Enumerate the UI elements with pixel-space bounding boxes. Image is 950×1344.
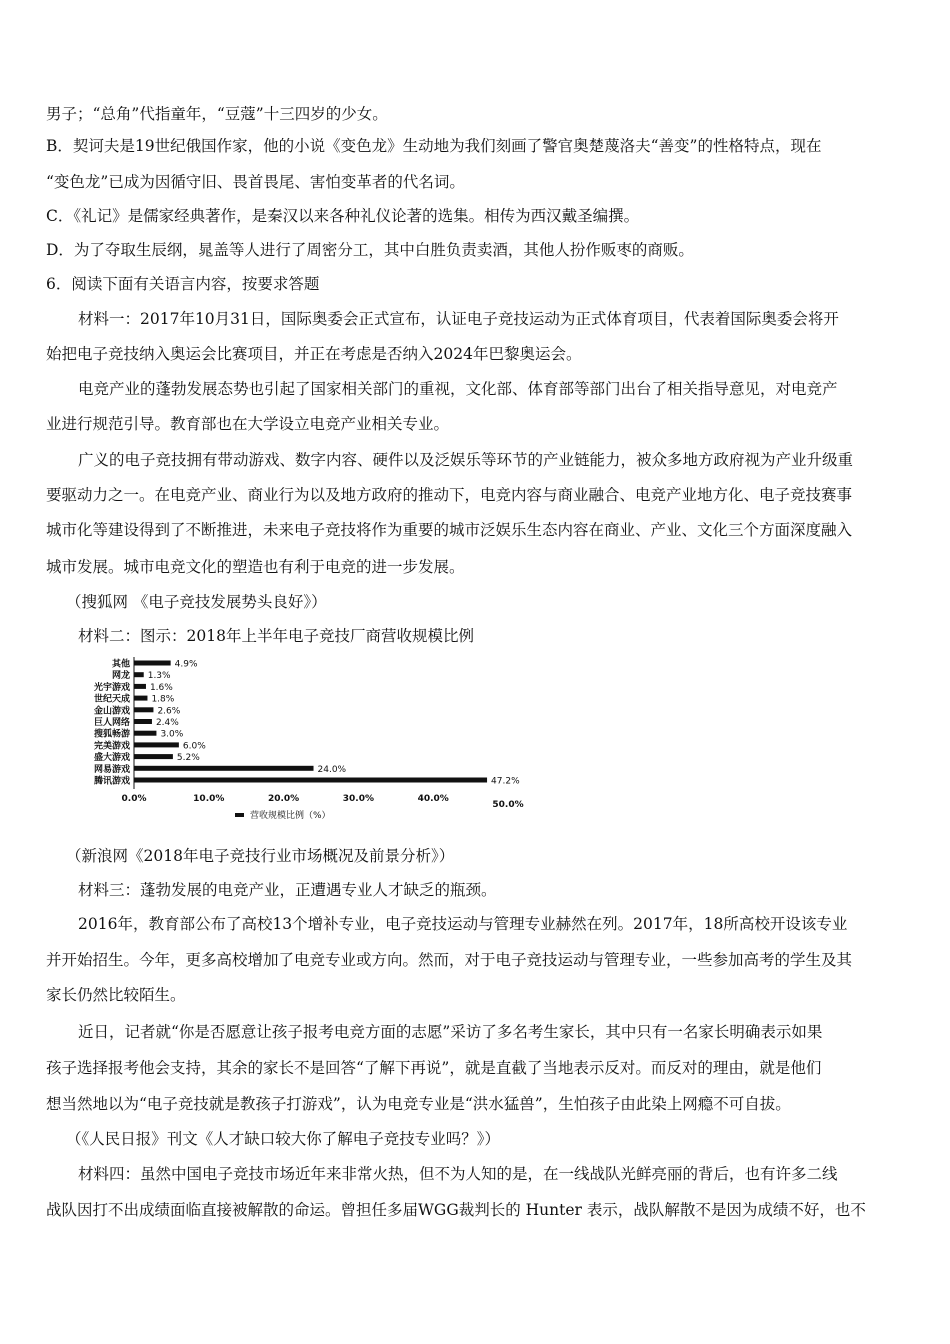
- text-line: 电竞产业的蓬勃发展态势也引起了国家相关部门的重视，文化部、体育部等部门出台了相关指导意见，对电竞产: [78, 380, 838, 398]
- category-label: 网易游戏: [93, 764, 130, 775]
- source-citation: （《人民日报》刊文《人才缺口较大你了解电子竞技专业吗？》）: [66, 1130, 501, 1148]
- text-line: “变色龙”已成为因循守旧、畏首畏尾、害怕变革者的代名词。: [46, 173, 465, 191]
- text-line: 2016年，教育部公布了高校13个增补专业，电子竞技运动与管理专业赫然在列。2017年，18所高校开设该专业: [78, 915, 848, 933]
- text-line: 城市化等建设得到了不断推进，未来电子竞技将作为重要的城市泛娱乐生态内容在商业、产业、文化三个方面深度融入: [46, 521, 853, 539]
- text-line: 孩子选择报考他会支持，其余的家长不是回答“了解下再说”，就是直截了当地表示反对。而反对的理由，就是他们: [46, 1059, 822, 1077]
- revenue-bar-chart: [60, 655, 540, 835]
- category-label: 世纪天成: [93, 694, 130, 705]
- value-label: 1.8%: [151, 694, 175, 705]
- x-tick-label: 20.0%: [267, 794, 300, 804]
- category-label: 巨人网络: [93, 718, 130, 728]
- text-line: 男子；“总角”代指童年，“豆蔻”十三四岁的少女。: [46, 105, 388, 123]
- text-line: 战队因打不出成绩面临直接被解散的命运。曾担任多届WGG裁判长的 Hunter 表示，战队解散不是因为成绩不好，也不: [46, 1201, 866, 1219]
- value-label: 1.6%: [149, 682, 173, 693]
- bar: [134, 778, 487, 783]
- value-label: 47.2%: [491, 776, 520, 787]
- source-citation: （新浪网《2018年电子竞技行业市场概况及前景分析》）: [66, 847, 455, 865]
- x-tick-label: 10.0%: [193, 794, 225, 804]
- text-line: 广义的电子竞技拥有带动游戏、数字内容、硬件以及泛娱乐等环节的产业链能力，被众多地方政府视为产业升级重: [78, 451, 854, 469]
- value-label: 5.2%: [176, 753, 200, 764]
- category-label: 其他: [111, 659, 130, 670]
- value-label: 2.6%: [157, 706, 181, 717]
- bar: [134, 754, 173, 759]
- value-label: 4.9%: [174, 659, 198, 670]
- category-label: 光宇游戏: [93, 682, 130, 693]
- category-label: 搜狐畅游: [93, 729, 130, 740]
- value-label: 24.0%: [317, 764, 347, 775]
- text-line: 家长仍然比较陌生。: [46, 986, 186, 1004]
- category-label: 腾讯游戏: [93, 776, 130, 787]
- bar: [134, 661, 171, 666]
- material-four-line: 材料四：虽然中国电子竞技市场近年来非常火热，但不为人知的是，在一线战队光鲜亮丽的背后，也有许多二线: [78, 1165, 838, 1183]
- question-heading: 6．阅读下面有关语言内容，按要求答题: [46, 275, 320, 293]
- text-line: 要驱动力之一。在电竞产业、商业行为以及地方政府的推动下，电竞内容与商业融合、电竞产业地方化、电子竞技赛事: [46, 486, 853, 504]
- x-tick-label: 0.0%: [121, 794, 147, 804]
- material-two-line: 材料二：图示：2018年上半年电子竞技厂商营收规模比例: [78, 627, 474, 645]
- x-tick-label: 50.0%: [492, 800, 524, 810]
- bar: [134, 696, 147, 701]
- category-label: 盛大游戏: [93, 753, 130, 764]
- bar: [134, 766, 314, 771]
- value-label: 3.0%: [160, 729, 184, 740]
- x-tick-label: 30.0%: [342, 794, 375, 804]
- text-line: 近日，记者就“你是否愿意让孩子报考电竞方面的志愿”采访了多名考生家长，其中只有一名家长明确表示如果: [78, 1023, 823, 1041]
- option-c-line: C．《礼记》是儒家经典著作，是秦汉以来各种礼仪论著的选集。相传为西汉戴圣编撰。: [46, 207, 640, 225]
- material-one-line: 材料一：2017年10月31日，国际奥委会正式宣布，认证电子竞技运动为正式体育项目，代表着国际奥委会将开: [78, 310, 839, 328]
- text-line: 想当然地以为“电子竞技就是教孩子打游戏”，认为电竞专业是“洪水猛兽”，生怕孩子由此染上网瘾不可自拔。: [46, 1095, 791, 1113]
- source-citation: （搜狐网 《电子竞技发展势头良好》）: [66, 593, 327, 611]
- text-line: 并开始招生。今年，更多高校增加了电竞专业或方向。然而，对于电子竞技运动与管理专业，一些参加高考的学生及其: [46, 951, 853, 969]
- bar: [134, 731, 156, 736]
- x-tick-label: 40.0%: [417, 794, 449, 804]
- bar: [134, 684, 146, 689]
- text-line: 始把电子竞技纳入奥运会比赛项目，并正在考虑是否纳入2024年巴黎奥运会。: [46, 345, 582, 363]
- value-label: 2.4%: [155, 718, 179, 728]
- material-three-line: 材料三：蓬勃发展的电竞产业，正遭遇专业人才缺乏的瓶颈。: [78, 881, 497, 899]
- bar: [134, 742, 179, 747]
- bar: [134, 719, 152, 724]
- text-line: 业进行规范引导。教育部也在大学设立电竞产业相关专业。: [46, 415, 450, 433]
- category-label: 完美游戏: [93, 741, 130, 752]
- value-label: 1.3%: [147, 671, 171, 682]
- legend-swatch: [235, 813, 244, 817]
- text-line: 城市发展。城市电竞文化的塑造也有利于电竞的进一步发展。: [46, 558, 465, 576]
- legend-label: 营收规模比例（%）: [250, 811, 331, 821]
- category-label: 网龙: [111, 671, 130, 682]
- category-label: 金山游戏: [93, 706, 130, 717]
- value-label: 6.0%: [182, 741, 206, 752]
- option-d-line: D．为了夺取生辰纲，晁盖等人进行了周密分工，其中白胜负责卖酒，其他人扮作贩枣的商贩。: [46, 241, 694, 259]
- option-b-line: B．契诃夫是19世纪俄国作家，他的小说《变色龙》生动地为我们刻画了警官奥楚蔑洛夫“善变”的性格特点，现在: [46, 137, 822, 155]
- bar: [134, 707, 153, 712]
- bar: [134, 672, 144, 677]
